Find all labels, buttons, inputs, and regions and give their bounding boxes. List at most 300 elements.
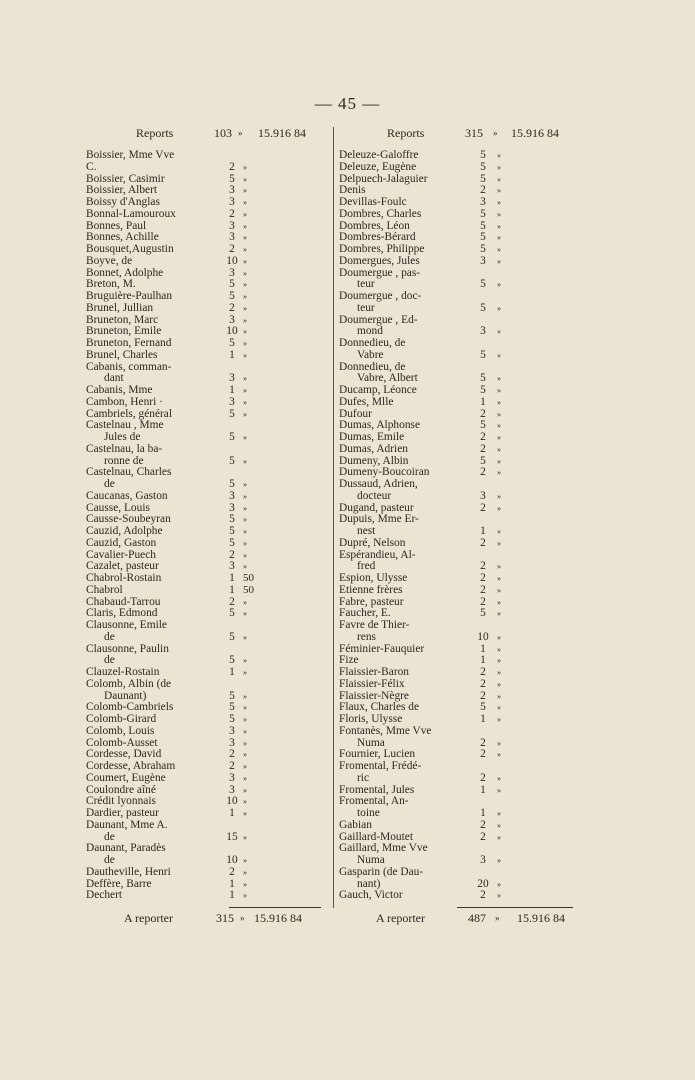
subscription-cents: » <box>497 632 501 642</box>
left-header-sep: » <box>238 128 243 138</box>
subscriber-name: Colomb-Girard <box>86 713 157 725</box>
subscription-amount: 2 <box>229 865 235 878</box>
subscription-amount: 5 <box>229 478 235 490</box>
subscriber-name: Dumeny-Boucoiran <box>339 466 430 479</box>
subscriber-name: Castelnau , Mme <box>86 419 164 432</box>
subscription-amount: 2 <box>480 830 486 843</box>
subscription-amount: 1 <box>229 807 235 819</box>
subscription-amount: 1 <box>229 583 235 596</box>
subscriber-name: Flaissier-Félix <box>339 677 405 690</box>
list-item <box>86 291 348 303</box>
subscription-amount: 2 <box>480 572 486 584</box>
list-item <box>339 350 571 362</box>
list-item <box>86 197 348 209</box>
list-item <box>86 679 348 691</box>
left-column <box>86 124 348 902</box>
list-item <box>339 585 571 597</box>
subscriber-name: Clausonne, Emile <box>86 619 167 631</box>
subscriber-name: Cambriels, général <box>86 407 173 420</box>
subscription-cents: » <box>243 456 247 466</box>
subscription-amount: 5 <box>480 384 486 396</box>
list-item <box>86 491 348 503</box>
list-item <box>339 444 571 456</box>
subscription-cents: » <box>243 315 247 325</box>
list-item <box>339 432 571 444</box>
list-item <box>86 843 348 855</box>
subscription-amount: 2 <box>229 595 235 608</box>
subscription-cents: » <box>497 879 501 889</box>
subscriber-name: Crédit lyonnais <box>86 795 156 808</box>
right-footer-label: A reporter <box>376 911 425 925</box>
subscriber-name: Dumas, Adrien <box>339 442 408 455</box>
left-footer-sep: » <box>240 913 245 923</box>
subscriber-name: de <box>104 478 115 490</box>
subscription-cents: » <box>243 162 247 172</box>
subscription-cents: » <box>243 691 247 701</box>
subscriber-name: Fabre, pasteur <box>339 595 404 608</box>
subscription-amount: 5 <box>480 160 486 173</box>
list-item <box>86 444 348 456</box>
subscription-amount: 2 <box>480 677 486 690</box>
subscriber-name: Ducamp, Léonce <box>339 384 417 396</box>
subscription-cents: » <box>243 303 247 313</box>
subscription-cents: » <box>243 198 247 207</box>
subscription-amount: 5 <box>480 372 486 385</box>
list-item <box>86 808 348 820</box>
subscription-amount: 5 <box>229 278 235 291</box>
subscriber-name: ric <box>357 771 370 784</box>
subscription-cents: » <box>497 374 501 384</box>
subscription-cents: » <box>497 327 501 337</box>
subscriber-name: Gaillard-Moutet <box>339 830 414 843</box>
subscription-cents: » <box>497 703 501 713</box>
list-item <box>86 714 348 726</box>
subscription-amount: 3 <box>229 395 235 408</box>
subscription-cents: » <box>243 785 247 795</box>
subscriber-name: Espérandieu, Al- <box>339 548 416 561</box>
subscriber-name: Boissier, Mme Vve <box>86 149 175 161</box>
subscriber-name: mond <box>357 325 383 338</box>
subscriber-name: Cordesse, David <box>86 748 162 761</box>
subscription-amount: 10 <box>477 630 489 643</box>
subscriber-name: de <box>104 830 115 843</box>
subscriber-name: de <box>104 630 115 643</box>
subscriber-name: Gauch, Victor <box>339 889 403 902</box>
subscription-cents: » <box>243 339 247 348</box>
subscription-amount: 3 <box>229 372 235 385</box>
list-item <box>86 256 348 268</box>
subscription-cents: » <box>243 750 247 760</box>
subscriber-name: Dussaud, Adrien, <box>339 478 418 490</box>
subscriber-name: Dumas, Emile <box>339 431 405 443</box>
subscriber-name: Dupré, Nelson <box>339 536 406 549</box>
list-item <box>339 538 571 550</box>
subscription-amount: 2 <box>480 771 486 784</box>
subscription-cents: » <box>497 656 501 666</box>
subscriber-name: Fontanès, Mme Vve <box>339 724 432 737</box>
subscription-amount: 2 <box>229 160 235 173</box>
subscription-cents: » <box>497 585 501 595</box>
subscription-amount: 2 <box>480 583 486 596</box>
subscriber-name: Flaux, Charles de <box>339 701 420 714</box>
subscription-cents: » <box>243 268 247 278</box>
subscriber-name: Causse, Louis <box>86 501 150 514</box>
subscription-cents: » <box>497 809 501 818</box>
subscriber-name: Donnedieu, de <box>339 360 406 373</box>
subscriber-name: Dombres, Léon <box>339 219 410 232</box>
subscriber-name: Numa <box>357 736 385 749</box>
right-footer-sep: » <box>495 913 500 923</box>
subscription-cents: » <box>497 679 501 689</box>
subscriber-name: Cauzid, Adolphe <box>86 525 163 537</box>
subscriber-name: Chabrol <box>86 583 123 596</box>
subscriber-name: Cordesse, Abraham <box>86 760 176 772</box>
subscription-cents: » <box>497 397 501 407</box>
subscription-cents: » <box>243 174 247 184</box>
subscription-cents: » <box>497 832 501 842</box>
list-item <box>86 432 348 444</box>
subscription-cents: » <box>243 503 247 513</box>
subscription-cents: » <box>243 186 247 196</box>
subscription-cents: » <box>243 856 247 865</box>
list-item <box>86 362 348 374</box>
list-item <box>86 209 348 221</box>
list-item <box>86 879 348 891</box>
subscriber-name: Castelnau, Charles <box>86 466 172 479</box>
subscription-cents: » <box>497 574 501 583</box>
subscriber-name: Fromental, Frédé- <box>339 760 422 772</box>
subscription-amount: 3 <box>229 736 235 749</box>
subscriber-name: Cazalet, pasteur <box>86 560 159 573</box>
subscription-cents: » <box>497 303 501 313</box>
subscription-cents: » <box>243 891 247 901</box>
subscriber-name: Colomb, Albin (de <box>86 677 172 690</box>
subscription-cents: » <box>497 151 501 160</box>
list-item <box>339 197 571 209</box>
subscriber-name: Fize <box>339 654 359 667</box>
subscription-cents: » <box>497 209 501 219</box>
subscription-amount: 1 <box>480 654 486 667</box>
subscriber-name: Brunel, Jullian <box>86 301 154 314</box>
subscriber-name: Breton, M. <box>86 278 136 291</box>
subscription-amount: 3 <box>229 219 235 232</box>
list-item <box>339 338 571 350</box>
left-footer-total: 15.916 84 <box>254 911 302 925</box>
list-item <box>339 667 571 679</box>
subscription-amount: 3 <box>229 196 235 208</box>
subscription-cents: » <box>243 527 247 536</box>
list-item <box>339 644 571 656</box>
subscriber-name: Chabaud-Tarrou <box>86 595 161 608</box>
list-item <box>86 867 348 879</box>
subscriber-name: Boissier, Albert <box>86 184 158 197</box>
list-item <box>339 632 571 644</box>
list-item <box>339 479 571 491</box>
subscriber-name: teur <box>357 278 375 291</box>
subscription-amount: 15 <box>226 830 238 843</box>
right-footer-rule <box>457 907 573 908</box>
list-item <box>86 526 348 538</box>
subscription-cents: » <box>497 174 501 184</box>
right-carried-forward <box>339 124 571 142</box>
subscriber-name: Dechert <box>86 889 123 902</box>
subscription-cents: » <box>497 221 501 231</box>
subscriber-name: Cambon, Henri · <box>86 395 163 408</box>
subscription-cents: » <box>243 656 247 666</box>
subscriber-name: Vabre, Albert <box>357 372 418 385</box>
subscription-amount: 2 <box>480 442 486 455</box>
subscription-amount: 3 <box>480 325 486 338</box>
subscription-amount: 2 <box>480 595 486 608</box>
subscription-amount: 5 <box>229 513 235 526</box>
list-item <box>86 350 348 362</box>
subscriber-name: Jules de <box>104 431 141 443</box>
right-header-total: 15.916 84 <box>511 126 559 140</box>
list-item <box>339 714 571 726</box>
subscriber-name: Cabanis, comman- <box>86 360 172 373</box>
subscriber-name: Dumas, Alphonse <box>339 419 420 432</box>
subscription-amount: 5 <box>229 454 235 467</box>
subscription-cents: » <box>497 668 501 677</box>
subscription-cents: » <box>497 444 501 454</box>
subscription-cents: » <box>243 233 247 243</box>
subscriber-name: Causse-Soubeyran <box>86 513 171 526</box>
list-item <box>339 491 571 503</box>
list-item <box>86 303 348 315</box>
subscription-amount: 5 <box>229 689 235 702</box>
subscriber-name: Clausonne, Paulin <box>86 642 169 655</box>
left-footer-label: A reporter <box>124 911 173 925</box>
subscription-amount: 2 <box>480 407 486 420</box>
right-footer <box>339 911 579 927</box>
subscription-cents: » <box>243 491 247 501</box>
subscriber-name: Cabanis, Mme <box>86 384 153 396</box>
subscription-amount: 3 <box>480 854 486 866</box>
subscriber-name: Bruneton, Emile <box>86 325 162 338</box>
left-footer-rule <box>229 907 321 908</box>
subscription-cents: » <box>243 715 247 724</box>
subscription-amount: 2 <box>229 760 235 772</box>
subscription-cents: » <box>243 609 247 619</box>
subscriber-name: Dombres-Bérard <box>339 231 416 244</box>
subscription-amount: 1 <box>480 642 486 655</box>
subscription-amount: 3 <box>229 266 235 279</box>
subscriber-name: Dardier, pasteur <box>86 807 159 819</box>
subscription-cents: » <box>497 421 501 431</box>
subscription-cents: » <box>243 209 247 219</box>
subscription-amount: 10 <box>226 795 238 808</box>
subscriber-name: Gaillard, Mme Vve <box>339 842 428 855</box>
subscription-amount: 1 <box>229 384 235 396</box>
list-item <box>339 890 571 902</box>
subscription-amount: 5 <box>480 348 486 361</box>
subscription-cents: » <box>243 879 247 889</box>
subscription-cents: » <box>243 632 247 642</box>
subscriber-name: nant) <box>357 877 381 890</box>
subscription-amount: 5 <box>229 337 235 349</box>
right-column <box>339 124 571 902</box>
subscriber-name: Denis <box>339 184 366 197</box>
subscriber-name: Daunant, Mme A. <box>86 818 168 831</box>
subscriber-name: teur <box>357 301 375 314</box>
subscription-cents: » <box>497 233 501 243</box>
list-item <box>339 174 571 186</box>
subscriber-name: Devillas-Foulc <box>339 196 407 208</box>
list-item <box>86 244 348 256</box>
subscription-cents: » <box>243 809 247 818</box>
subscriber-name: Bruneton, Marc <box>86 313 159 326</box>
list-item <box>339 244 571 256</box>
list-item <box>339 867 571 879</box>
subscriber-name: Dufour <box>339 407 372 420</box>
subscriber-name: Dumeny, Albin <box>339 454 409 467</box>
subscription-amount: 1 <box>480 807 486 819</box>
subscription-amount: 2 <box>480 818 486 831</box>
subscription-amount: 2 <box>480 560 486 573</box>
subscriber-name: Deleuze-Galoffre <box>339 149 419 161</box>
subscription-amount: 3 <box>229 313 235 326</box>
subscription-amount: 10 <box>226 854 238 866</box>
subscription-cents: » <box>497 491 501 501</box>
subscription-cents: » <box>497 503 501 513</box>
subscription-cents: » <box>497 820 501 830</box>
subscriber-name: Boissy d'Anglas <box>86 196 160 208</box>
list-item <box>86 397 348 409</box>
list-item <box>339 808 571 820</box>
subscriber-name: Dugand, pasteur <box>339 501 414 514</box>
subscriber-name: de <box>104 654 115 667</box>
list-item <box>339 573 571 585</box>
subscriber-name: Boyve, de <box>86 254 133 267</box>
subscription-amount: 2 <box>480 889 486 902</box>
list-item <box>339 209 571 221</box>
subscriber-name: Clauzel-Rostain <box>86 666 160 678</box>
subscription-amount: 3 <box>229 489 235 502</box>
list-item <box>86 820 348 832</box>
right-header-label: Reports <box>387 126 425 140</box>
subscription-cents: » <box>497 644 501 654</box>
subscriber-name: Fromental, Jules <box>339 783 415 796</box>
subscription-cents: » <box>243 256 247 266</box>
subscriber-name: Vabre <box>357 348 384 361</box>
list-item <box>86 632 348 644</box>
subscription-amount: 1 <box>229 889 235 902</box>
subscription-amount: 2 <box>229 207 235 220</box>
subscription-cents: » <box>497 386 501 395</box>
subscriber-name: C. <box>86 160 97 173</box>
subscription-amount: 1 <box>229 572 235 584</box>
subscriber-name: Chabrol-Rostain <box>86 572 162 584</box>
right-footer-total: 15.916 84 <box>517 911 565 925</box>
subscription-amount: 1 <box>229 666 235 678</box>
subscriber-name: Fromental, An- <box>339 795 409 808</box>
subscription-cents: » <box>497 245 501 254</box>
list-item <box>86 761 348 773</box>
subscription-amount: 10 <box>226 325 238 338</box>
subscription-cents: » <box>497 186 501 196</box>
page-number: — 45 — <box>314 94 381 113</box>
subscriber-name: Castelnau, la ba- <box>86 442 163 455</box>
subscription-cents: » <box>243 374 247 384</box>
subscription-cents: » <box>497 350 501 360</box>
subscriber-name: Faucher, E. <box>339 607 391 620</box>
subscriber-name: Coulondre aîné <box>86 783 156 796</box>
subscription-amount: 3 <box>480 196 486 208</box>
subscription-cents: » <box>497 256 501 266</box>
subscription-amount: 3 <box>229 231 235 244</box>
subscription-amount: 1 <box>480 713 486 725</box>
subscriber-name: rens <box>357 630 376 643</box>
subscriber-name: ronne de <box>104 454 144 467</box>
subscriber-name: Cauzid, Gaston <box>86 536 157 549</box>
subscriber-name: Numa <box>357 854 385 866</box>
subscription-amount: 2 <box>480 536 486 549</box>
subscription-cents: » <box>243 221 247 231</box>
subscriber-name: Bruguière-Paulhan <box>86 290 173 302</box>
subscription-cents: » <box>243 280 247 290</box>
subscriber-name: nest <box>357 525 376 537</box>
subscription-cents: » <box>497 609 501 619</box>
subscription-cents: » <box>243 386 247 395</box>
subscription-cents: » <box>243 433 247 442</box>
subscriber-name: Doumergue , doc- <box>339 290 422 302</box>
subscriber-name: Domergues, Jules <box>339 254 420 267</box>
subscriber-name: dant <box>104 372 124 385</box>
subscription-cents: » <box>243 409 247 419</box>
subscription-amount: 2 <box>229 548 235 561</box>
subscription-amount: 5 <box>480 219 486 232</box>
subscription-cents: » <box>243 327 247 337</box>
subscription-cents: » <box>497 597 501 607</box>
subscriber-name: Dupuis, Mme Er- <box>339 513 419 526</box>
list-item <box>86 385 348 397</box>
right-header-count: 315 <box>465 126 483 140</box>
subscription-amount: 5 <box>480 207 486 220</box>
subscription-amount: 5 <box>229 407 235 420</box>
list-item <box>86 162 348 174</box>
subscription-amount: 1 <box>480 525 486 537</box>
subscriber-name: Floris, Ulysse <box>339 713 403 725</box>
subscription-cents: » <box>243 397 247 407</box>
subscription-cents: » <box>497 409 501 419</box>
subscription-amount: 5 <box>229 290 235 302</box>
subscription-amount: 5 <box>229 172 235 185</box>
left-footer <box>86 911 336 927</box>
subscription-amount: 5 <box>229 654 235 667</box>
list-item <box>86 620 348 632</box>
subscription-amount: 2 <box>229 748 235 761</box>
subscriber-name: Brunel, Charles <box>86 348 158 361</box>
subscription-amount: 3 <box>229 184 235 197</box>
list-item <box>86 338 348 350</box>
subscription-amount: 5 <box>480 278 486 291</box>
subscriber-name: Gasparin (de Dau- <box>339 865 424 878</box>
subscriber-name: de <box>104 854 115 866</box>
subscriber-name: Caucanas, Gaston <box>86 489 168 502</box>
subscription-cents: » <box>243 245 247 254</box>
subscription-amount: 1 <box>480 783 486 796</box>
subscriber-name: Bonnes, Paul <box>86 219 147 232</box>
list-item <box>339 150 571 162</box>
list-item <box>339 773 571 785</box>
list-item <box>86 855 348 867</box>
subscriber-name: Favre de Thier- <box>339 619 410 631</box>
subscriber-name: Bonnal-Lamouroux <box>86 207 176 220</box>
subscriber-name: Bonnet, Adolphe <box>86 266 164 279</box>
subscription-amount: 2 <box>480 431 486 443</box>
list-item <box>86 150 348 162</box>
subscription-amount: 2 <box>480 501 486 514</box>
